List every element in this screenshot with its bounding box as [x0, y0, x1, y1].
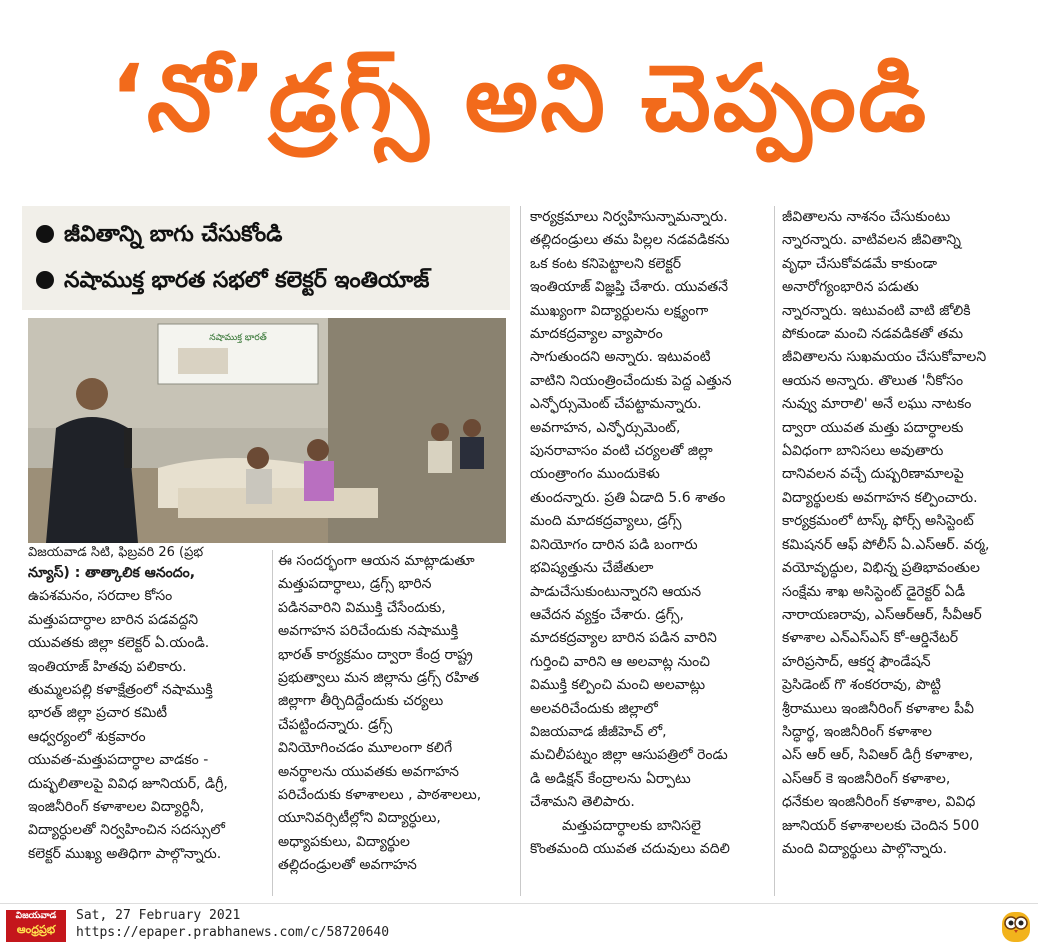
column-divider	[774, 206, 775, 896]
text-line: చేశామని తెలిపారు.	[530, 794, 635, 811]
text-line: పునరావాసం వంటి చర్యలతో జిల్లా	[530, 443, 713, 460]
column-divider	[520, 206, 521, 896]
text-line: కలెక్టర్ ముఖ్య అతిధిగా పాల్గొన్నారు.	[28, 845, 222, 862]
text-line: జీవితాలను నాశనం చేసుకుంటు	[782, 209, 951, 225]
text-line: ముఖ్యంగా విద్యార్ధులను లక్ష్యంగా	[530, 302, 709, 319]
text-line: జీవితాలను సుఖమయం చేసుకోవాలని	[782, 349, 987, 366]
text-line: యంత్రాంగం ముందుకెళు	[530, 466, 660, 483]
text-line: ధనేకుల ఇంజినీరింగ్ కళాశాల, వివిధ	[782, 794, 976, 811]
text-line: ఎస్ఆర్ కె ఇంజినీరింగ్ కళాశాల,	[782, 770, 951, 787]
source-link[interactable]: https://epaper.prabhanews.com/c/58720640	[76, 925, 390, 940]
text-line: అవగాహన పరిచేందుకు నషాముక్తి	[278, 623, 459, 640]
text-line: అవగాహన, ఎన్ఫోర్సుమెంట్,	[530, 419, 681, 436]
text-line: న్నారన్నారు. వాటివలన జీవితాన్ని	[782, 232, 961, 249]
text-line: విజయవాడ జీజీహెచ్ లో,	[530, 723, 667, 740]
text-line: తుందన్నారు. ప్రతి ఏడాది 5.6 శాతం	[530, 489, 726, 506]
text-line: తుమ్మలపల్లి కళాక్షేత్రంలో నషాముక్తి	[28, 682, 213, 699]
text-line: విముక్తి కల్పించి మంచి అలవాట్లు	[530, 677, 706, 694]
text-line: కమిషనర్ ఆఫ్ పోలీస్ ఏ.ఎస్ఆర్. వర్మ,	[782, 536, 990, 553]
text-line: ఎస్ ఆర్ ఆర్, సివిఆర్ డిగ్రీ కళాశాల,	[782, 747, 974, 764]
article-column-1	[28, 562, 268, 866]
news-photo	[28, 318, 506, 543]
text-line: భవిష్యత్తును చేజేతులా	[530, 560, 654, 577]
text-line: పాడుచేసుకుంటున్నారని ఆయన	[530, 583, 702, 600]
text-line: వయోవృద్ధుల, విభిన్న ప్రతిభావంతుల	[782, 560, 980, 577]
text-line: ఆధ్వర్యంలో శుక్రవారం	[28, 728, 146, 745]
bullet-icon	[36, 271, 54, 289]
text-line: వాటిని నియంత్రించేందుకు పెద్ద ఎత్తున	[530, 372, 732, 389]
text-line: ఉపశమనం, సరదాల కోసం	[28, 588, 173, 605]
text-line: జిల్లాగా తీర్చిదిద్దేందుకు చర్యలు	[278, 693, 444, 710]
text-line: మాదకద్రవ్యాల బారిన పడిన వారిని	[530, 630, 717, 647]
text-line: కార్యక్రమాలు నిర్వహిసున్నామన్నారు.	[530, 209, 728, 225]
text-line: ప్రభుత్వాలు మన జిల్లాను డ్రగ్స్ రహిత	[278, 670, 480, 687]
kicker-line	[36, 214, 282, 256]
kicker-text: నషాముక్త భారత సభలో కలెక్టర్ ఇంతియాజ్	[64, 268, 430, 293]
text-line: యువతకు జిల్లా కలెక్టర్ ఏ.యండి.	[28, 635, 210, 652]
text-line: భారత్ జిల్లా ప్రచార కమిటీ	[28, 705, 168, 722]
text-line: అనారోగ్యంభారిన పడుతు	[782, 279, 919, 296]
text-line: విద్యార్ధులతో నిర్వహించిన సదస్సులో	[28, 822, 225, 839]
text-line: పడినవారిని విముక్తి చేసేందుకు,	[278, 599, 446, 616]
kicker-line	[36, 260, 429, 302]
kicker-box	[22, 206, 510, 310]
edition-date: Sat, 27 February 2021	[76, 908, 241, 923]
text-line: భారత్ కార్యక్రమం ద్వారా కేంద్ర రాష్ట్ర	[278, 646, 473, 663]
text-line: తల్లిదండ్రులతో అవగాహన	[278, 857, 417, 874]
kicker-text: జీవితాన్ని బాగు చేసుకోండి	[64, 222, 283, 247]
text-line: ద్వారా యువత మత్తు పదార్ధాలకు	[782, 419, 964, 436]
text-line: ఈ సందర్భంగా ఆయన మాట్లాడుతూ	[278, 553, 475, 569]
text-line: ఎన్ఫోర్సుమెంట్ చేపట్టామన్నారు.	[530, 396, 702, 413]
text-line: అనర్థాలను యువతకు అవగాహన	[278, 763, 459, 780]
text-line: సాగుతుందని అన్నారు. ఇటువంటి	[530, 349, 711, 366]
logo-title: ఆంధ్రప్రభ	[16, 923, 56, 936]
text-line: మచిలీపట్నం జిల్లా ఆసుపత్రిలో రెండు	[530, 747, 728, 764]
bullet-icon	[36, 225, 54, 243]
text-line: సిద్ధార్థ, ఇంజినీరింగ్ కళాశాల	[782, 723, 932, 740]
text-line: నువ్వు మారాలి' అనే లఘు నాటకం	[782, 396, 972, 413]
text-line: విద్యార్థులకు అవగాహన కల్పించారు.	[782, 489, 978, 506]
logo-edition: విజయవాడ	[15, 911, 57, 921]
text-line: దానివలన వచ్చే దుష్పరిణామాలపై	[782, 466, 964, 483]
text-line: ఒక కంట కనిపెట్టాలని కలెక్టర్	[530, 255, 682, 272]
text-line: న్యూస్) : తాత్కాలిక ఆనందం,	[28, 565, 196, 581]
text-line: జూనియర్ కళాశాలలకు చెందిన 500	[782, 817, 980, 834]
text-line: చేపట్టిందన్నారు. డ్రగ్స్	[278, 716, 393, 733]
text-line: వినియోగించడం మూలంగా కలిగే	[278, 740, 453, 757]
text-line: నారాయణరావు, ఎస్ఆర్ఆర్, సీవీఆర్	[782, 606, 982, 623]
text-line: హరిప్రసాద్, ఆకర్ష ఫౌండేషన్	[782, 653, 931, 670]
epaper-footer	[0, 903, 1038, 948]
text-line: దుష్ఫలితాలపై వివిధ జూనియర్, డిగ్రీ,	[28, 775, 228, 792]
text-line: న్నారన్నారు. ఇటువంటి వాటి జోలికి	[782, 302, 971, 319]
text-line: పోకుండా మంచి నడవడికతో తమ	[782, 326, 964, 343]
text-line: ఇంతియాజ్ విజ్ఞప్తి చేశారు. యువతనే	[530, 279, 729, 296]
text-line: శ్రీరాములు ఇంజినీరింగ్ కళాశాల పీవీ	[782, 700, 974, 717]
text-line: యువత-మత్తుపదార్ధాల వాడకం -	[28, 752, 209, 769]
article-column-3	[530, 206, 766, 861]
article-column-2	[278, 550, 512, 878]
text-line: వినియోగం దారిన పడి బంగారు	[530, 536, 698, 553]
text-line: యూనివర్సిటీల్లోని విద్యార్ధులు,	[278, 810, 441, 827]
publication-logo[interactable]	[6, 910, 66, 942]
text-line: ఇంజినీరింగ్ కళాశాలల విద్యార్ధినీ,	[28, 799, 205, 816]
text-line: అలవరిచేందుకు జిల్లాలో	[530, 700, 658, 717]
text-line: మత్తుపదార్ధాల బారిన పడవద్దని	[28, 611, 199, 628]
text-line: గుర్తించి వారిని ఆ అలవాట్ల నుంచి	[530, 653, 711, 670]
text-line: కార్యక్రమంలో టాస్క్ ఫోర్స్ అసిస్టెంట్	[782, 513, 974, 530]
text-line: మంది విద్యార్థులు పాల్గొన్నారు.	[782, 840, 948, 857]
banner-text: నషాముక్త భారత్	[209, 333, 267, 343]
owl-icon	[998, 908, 1034, 944]
text-line: డి అడిక్షన్ కేంద్రాలను ఏర్పాటు	[530, 770, 691, 787]
text-line: మంది మాదకద్రవ్యాలు, డ్రగ్స్	[530, 513, 682, 530]
text-line: తల్లిదండ్రులు తమ పిల్లల నడవడికను	[530, 232, 730, 249]
column-divider	[272, 550, 273, 896]
text-line: సంక్షేమ శాఖ అసిస్టెంట్ డైరెక్టర్ ఏడీ	[782, 583, 966, 600]
text-line: ప్రెసిడెంట్ గొ శంకరరావు, పొట్టి	[782, 677, 941, 694]
text-line: పరిచేందుకు కళాశాలలు , పాఠశాలలు,	[278, 787, 482, 804]
text-line: అధ్యాపకులు, విద్యార్థుల	[278, 833, 410, 850]
photo-caption: విజయవాడ సిటీ, ఫిబ్రవరి 26 (ప్రభ	[28, 546, 204, 560]
text-line: కొంతమంది యువత చదువులు వదిలి	[530, 840, 730, 857]
text-line: వృధా చేసుకోవడమే కాకుండా	[782, 255, 938, 272]
text-line: ఇంతియాజ్ హితవు పలికారు.	[28, 658, 187, 675]
article-column-4	[782, 206, 1014, 861]
text-line: ఆవేదన వ్యక్తం చేశారు. డ్రగ్స్,	[530, 606, 684, 623]
text-line: మత్తుపదార్ధాలు, డ్రగ్స్ భారిన	[278, 576, 432, 593]
text-line: ఆయన అన్నారు. తొలుత 'నీకోసం	[782, 372, 964, 389]
headline: ‘నో’డ్రగ్స్ అని చెప్పండి	[109, 45, 929, 152]
text-line: మాదకద్రవ్యాల వ్యాపారం	[530, 326, 663, 343]
text-line: మత్తుపదార్ధాలకు బానిసలై	[562, 817, 701, 834]
text-line: కళాశాల ఎన్ఎస్ఎస్ కో-ఆర్డినేటర్	[782, 630, 959, 647]
text-line: ఏవిధంగా బానిసలు అవుతారు	[782, 443, 944, 460]
